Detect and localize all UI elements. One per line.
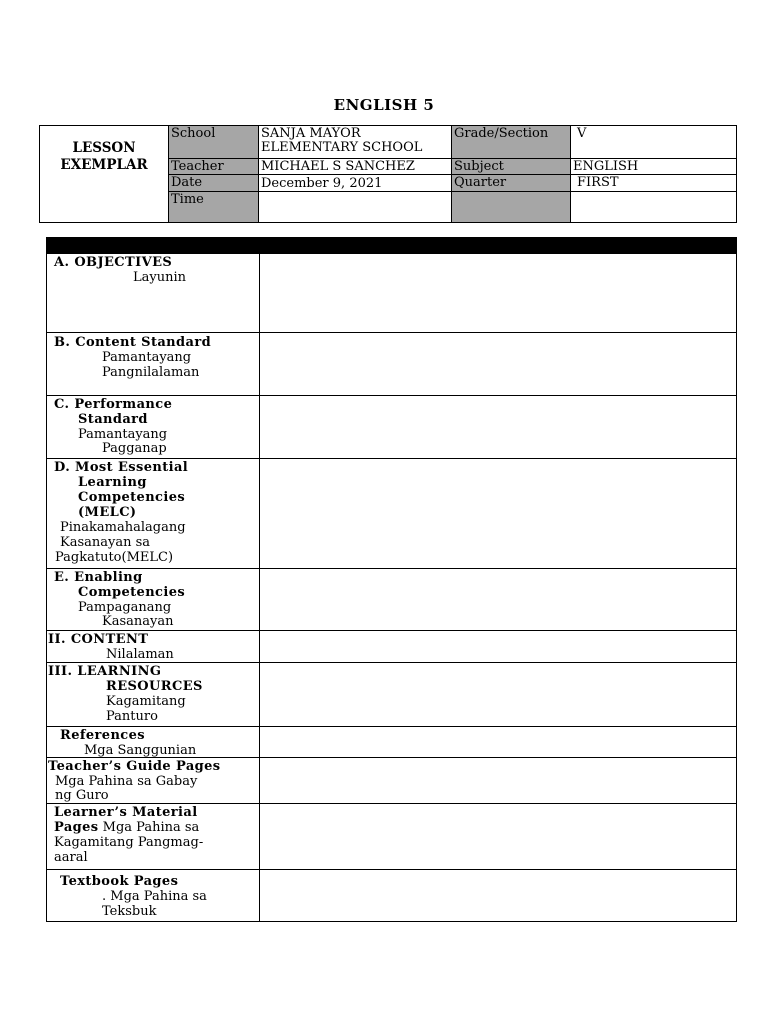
enabling-competencies-value [260,569,736,630]
melc-label: D. Most Essential Learning Competencies (MELC) Pinakamahalagang Kasanayan sa Pagkatuto(MELC) [47,459,260,568]
references-label: References Mga Sanggunian [47,727,260,757]
objectives-value [260,254,736,332]
subject-label: Subject [452,159,571,175]
table-header-bar [46,237,737,254]
time-empty-cell [571,192,736,222]
performance-standard-value [260,396,736,458]
subject-value: ENGLISH [571,159,736,175]
row-references [46,727,737,758]
textbook-value [260,870,736,921]
time-value [259,192,452,222]
row-content [46,631,737,663]
school-value: SANJA MAYOR ELEMENTARY SCHOOL [259,126,452,159]
row-learning-resources [46,663,737,727]
lesson-plan-table [46,237,737,922]
enabling-competencies-label: E. Enabling Competencies Pampaganang Kasanayan [47,569,260,630]
row-textbook [46,870,737,922]
teachers-guide-value [260,758,736,803]
references-value [260,727,736,757]
document-title: ENGLISH 5 [333,96,435,114]
learning-resources-value [260,663,736,726]
content-label: II. CONTENT Nilalaman [47,631,260,662]
row-learners-material [46,804,737,870]
performance-standard-label: C. Performance Standard Pamantayang Pagganap [47,396,260,458]
learners-material-value [260,804,736,869]
date-value: December 9, 2021 [259,175,452,192]
row-content-standard [46,333,737,396]
school-label: School [169,126,259,159]
content-value [260,631,736,662]
date-label: Date [169,175,259,192]
lesson-label: LESSON [72,140,136,156]
row-performance-standard [46,396,737,459]
quarter-label: Quarter [452,175,571,192]
lesson-exemplar-cell [40,126,169,222]
row-objectives [46,254,737,333]
row-teachers-guide [46,758,737,804]
melc-value [260,459,736,568]
content-standard-label: B. Content Standard Pamantayang Pangnilalaman [47,333,260,395]
teacher-value: MICHAEL S SANCHEZ [259,159,452,175]
quarter-value: FIRST [571,175,736,192]
row-melc [46,459,737,569]
exemplar-label: EXEMPLAR [60,157,148,173]
teachers-guide-label: Teacher’s Guide Pages Mga Pahina sa Gabay ng Guro [47,758,260,803]
learning-resources-label: III. LEARNING RESOURCES Kagamitang Panturo [47,663,260,726]
row-enabling-competencies [46,569,737,631]
teacher-label: Teacher [169,159,259,175]
grade-section-value: V [571,126,736,159]
objectives-label: A. OBJECTIVES Layunin [47,254,260,332]
content-standard-value [260,333,736,395]
grade-section-label: Grade/Section [452,126,571,159]
lesson-header-table [39,125,737,223]
time-gray-cell [452,192,571,222]
learners-material-label: Learner’s Material Pages Mga Pahina sa Kagamitang Pangmag- aaral [47,804,260,869]
textbook-label: Textbook Pages . Mga Pahina sa Teksbuk [47,870,260,921]
time-label: Time [169,192,259,222]
